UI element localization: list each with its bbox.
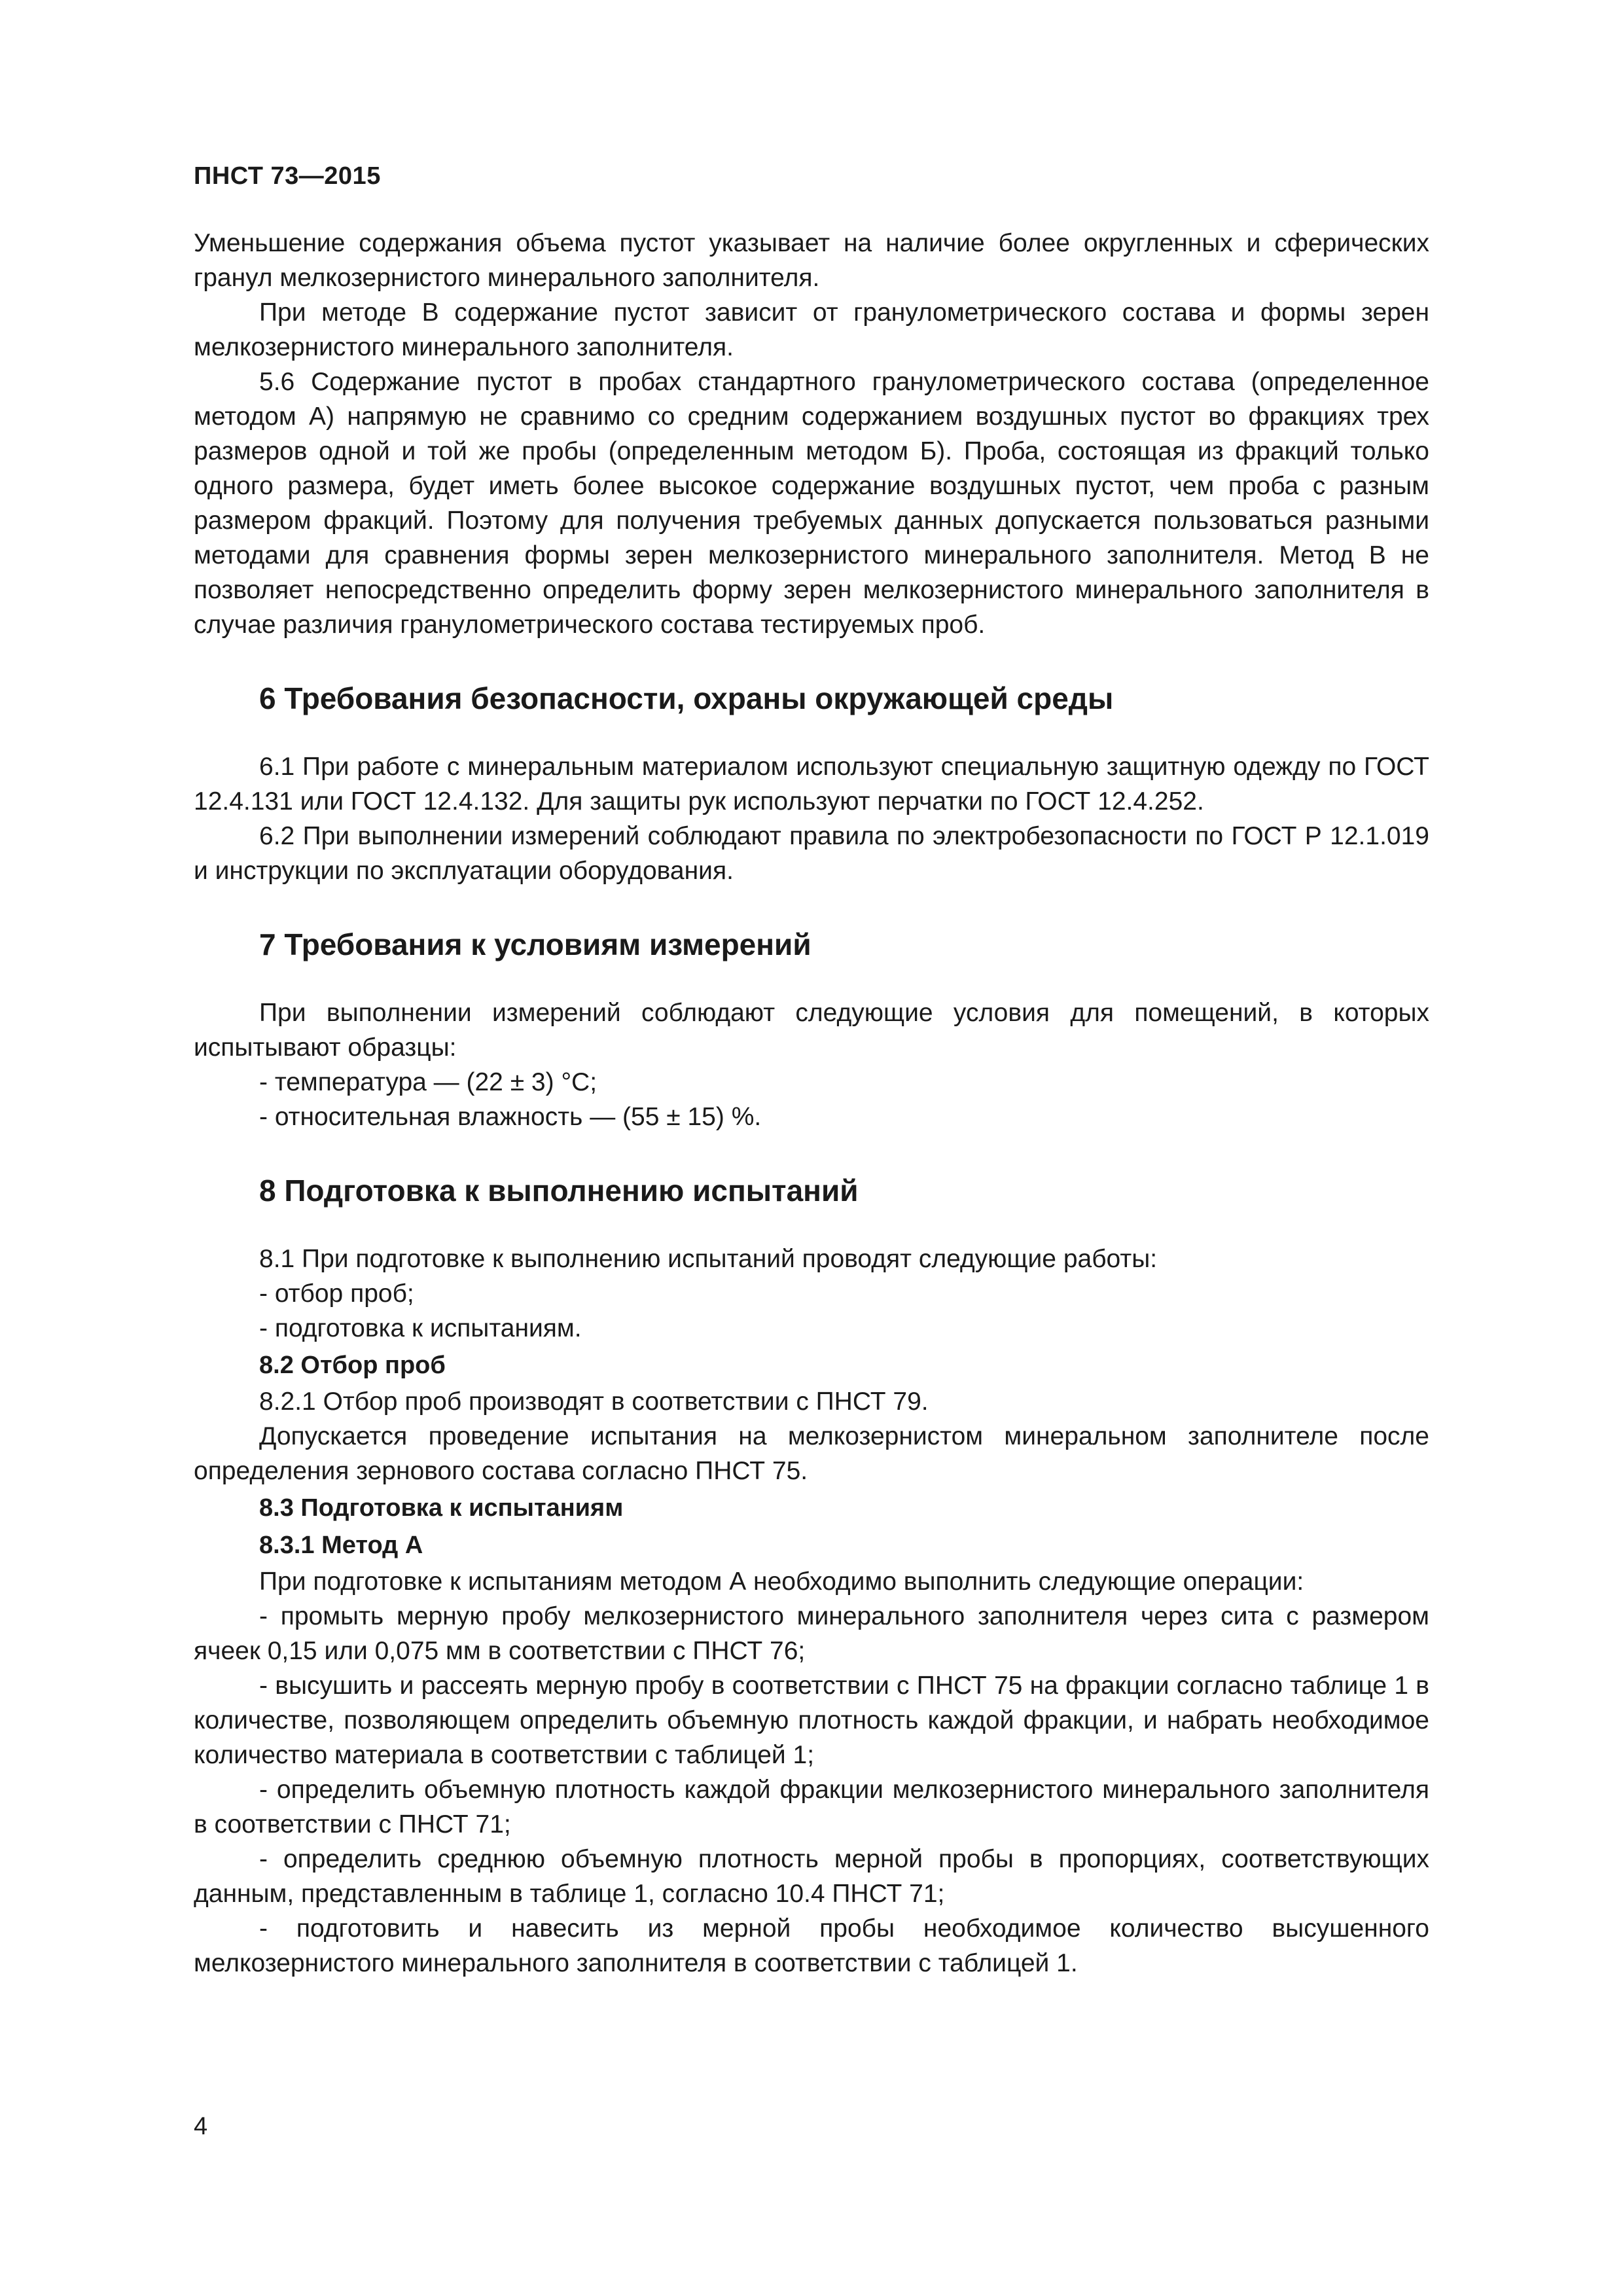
paragraph: Уменьшение содержания объема пустот указывает на наличие более округленных и сферических гранул мелкозернистого минерального заполнителя.: [194, 229, 1429, 292]
list-item: - отбор проб;: [259, 1280, 414, 1308]
paragraph-5-6: 5.6 Содержание пустот в пробах стандартного гранулометрического состава (определенное методом А) напрямую не сравнимо со средним содержанием воздушных пустот во фракциях трех размеров одной и той же пробы (определенным методом Б). Проба, состоящая из фракций только одного размера, будет иметь более высокое содержание воздушных пустот, чем проба с разным размером фракций. Поэтому для получения требуемых данных допускается пользоваться разными методами для сравнения формы зерен мелкозернистого минерального заполнителя. Метод В не позволяет непосредственно определить форму зерен мелкозернистого минерального заполнителя в случае различия гранулометрического состава тестируемых проб.: [194, 368, 1429, 639]
list-item: - температура — (22 ± 3) °С;: [259, 1068, 597, 1096]
subsection-8-3-heading: 8.3 Подготовка к испытаниям: [259, 1494, 624, 1522]
section-8-heading: 8 Подготовка к выполнению испытаний: [259, 1174, 859, 1208]
page-number: 4: [194, 2113, 208, 2140]
paragraph-8-1: 8.1 При подготовке к выполнению испытаний проводят следующие работы:: [259, 1245, 1158, 1273]
list-item: - подготовка к испытаниям.: [259, 1314, 582, 1342]
subsection-8-3-1-heading: 8.3.1 Метод А: [259, 1532, 423, 1559]
paragraph-6-2: 6.2 При выполнении измерений соблюдают правила по электробезопасности по ГОСТ Р 12.1.019 и инструкции по эксплуатации оборудования.: [194, 822, 1429, 885]
paragraph-6-1: 6.1 При работе с минеральным материалом используют специальную защитную одежду по ГОСТ 12.4.131 или ГОСТ 12.4.132. Для защиты рук используют перчатки по ГОСТ 12.4.252.: [194, 753, 1429, 816]
list-item: - промыть мерную пробу мелкозернистого минерального заполнителя через сита с размером ячеек 0,15 или 0,075 мм в соответствии с ПНСТ 76;: [194, 1602, 1429, 1665]
list-item: - определить объемную плотность каждой фракции мелкозернистого минерального заполнителя в соответствии с ПНСТ 71;: [194, 1776, 1429, 1839]
paragraph: При подготовке к испытаниям методом А необходимо выполнить следующие операции:: [259, 1568, 1304, 1596]
paragraph-8-2-1: 8.2.1 Отбор проб производят в соответствии с ПНСТ 79.: [259, 1388, 929, 1416]
paragraph: При выполнении измерений соблюдают следующие условия для помещений, в которых испытывают образцы:: [194, 999, 1429, 1062]
list-item: - подготовить и навесить из мерной пробы необходимое количество высушенного мелкозернистого минерального заполнителя в соответствии с таблицей 1.: [194, 1914, 1429, 1977]
list-item: - высушить и рассеять мерную пробу в соответствии с ПНСТ 75 на фракции согласно таблице 1 в количестве, позволяющем определить объемную плотность каждой фракции, и набрать необходимое количество материала в соответствии с таблицей 1;: [194, 1672, 1429, 1769]
subsection-8-2-heading: 8.2 Отбор проб: [259, 1352, 446, 1379]
list-item: - определить среднюю объемную плотность мерной пробы в пропорциях, соответствующих данным, представленным в таблице 1, согласно 10.4 ПНСТ 71;: [194, 1845, 1429, 1908]
document-body: [194, 226, 1429, 1981]
section-7-heading: 7 Требования к условиям измерений: [259, 927, 812, 961]
paragraph: При методе В содержание пустот зависит от гранулометрического состава и формы зерен мелкозернистого минерального заполнителя.: [194, 298, 1429, 361]
list-item: - относительная влажность — (55 ± 15) %.: [259, 1103, 762, 1131]
paragraph: Допускается проведение испытания на мелкозернистом минеральном заполнителе после определения зернового состава согласно ПНСТ 75.: [194, 1422, 1429, 1485]
section-6-heading: 6 Требования безопасности, охраны окружающей среды: [259, 681, 1114, 715]
document-code-header: ПНСТ 73—2015: [194, 162, 381, 190]
